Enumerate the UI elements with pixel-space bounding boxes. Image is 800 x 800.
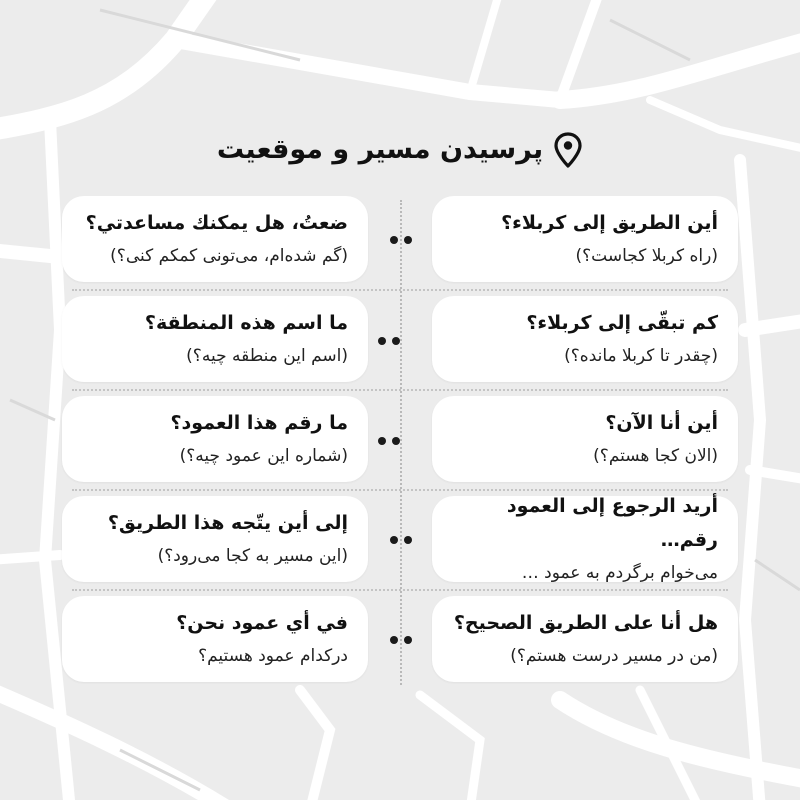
phrase-card-left <box>62 496 368 582</box>
row-divider <box>72 289 728 291</box>
arabic-phrase: أين أنا الآن؟ <box>605 412 718 434</box>
phrase-card-left <box>62 596 368 682</box>
connector-dots <box>378 436 400 446</box>
phrase-card-right <box>432 396 738 482</box>
persian-translation: می‌خوام برگردم به عمود … <box>521 563 718 583</box>
persian-translation: (گم شده‌ام، می‌تونی کمکم کنی؟) <box>110 246 348 266</box>
phrase-card-right <box>432 196 738 282</box>
persian-translation: (راه کربلا کجاست؟) <box>575 246 718 266</box>
persian-translation: (این مسیر به کجا می‌رود؟) <box>157 546 348 566</box>
phrase-card-left <box>62 396 368 482</box>
arabic-phrase: إلى أين يتّجه هذا الطريق؟ <box>107 512 348 534</box>
phrase-card-right <box>432 496 738 582</box>
persian-translation: (اسم این منطقه چیه؟) <box>186 346 348 366</box>
arabic-phrase: ضعتُ، هل يمكنك مساعدتي؟ <box>85 212 348 234</box>
arabic-phrase: أريد الرجوع إلى العمود رقم… <box>506 495 718 551</box>
connector-dots <box>378 336 400 346</box>
persian-translation: (شماره این عمود چیه؟) <box>179 446 348 466</box>
row-divider <box>72 389 728 391</box>
persian-translation: (من در مسیر درست هستم؟) <box>510 646 718 666</box>
persian-translation: (الان کجا هستم؟) <box>593 446 718 466</box>
arabic-phrase: كم تبقّى إلى كربلاء؟ <box>526 312 718 334</box>
title-row <box>0 128 800 172</box>
arabic-phrase: هل أنا على الطريق الصحيح؟ <box>453 612 718 634</box>
connector-dots <box>390 635 412 645</box>
connector-dots <box>390 235 412 245</box>
arabic-phrase: ما اسم هذه المنطقة؟ <box>144 312 348 334</box>
persian-translation: (چقدر تا کربلا مانده؟) <box>564 346 718 366</box>
connector-dots <box>390 535 412 545</box>
phrase-card-left <box>62 296 368 382</box>
phrase-card-right <box>432 596 738 682</box>
phrase-card-left <box>62 196 368 282</box>
arabic-phrase: ما رقم هذا العمود؟ <box>170 412 348 434</box>
phrase-grid <box>62 190 738 690</box>
map-pin-icon <box>553 132 583 168</box>
page-title: پرسیدن مسیر و موقعیت <box>216 134 544 165</box>
arabic-phrase: في أي عمود نحن؟ <box>176 612 348 634</box>
center-divider <box>400 200 402 685</box>
arabic-phrase: أين الطريق إلى كربلاء؟ <box>501 212 718 234</box>
row-divider <box>72 589 728 591</box>
phrase-card-right <box>432 296 738 382</box>
persian-translation: درکدام عمود هستیم؟ <box>198 646 348 666</box>
